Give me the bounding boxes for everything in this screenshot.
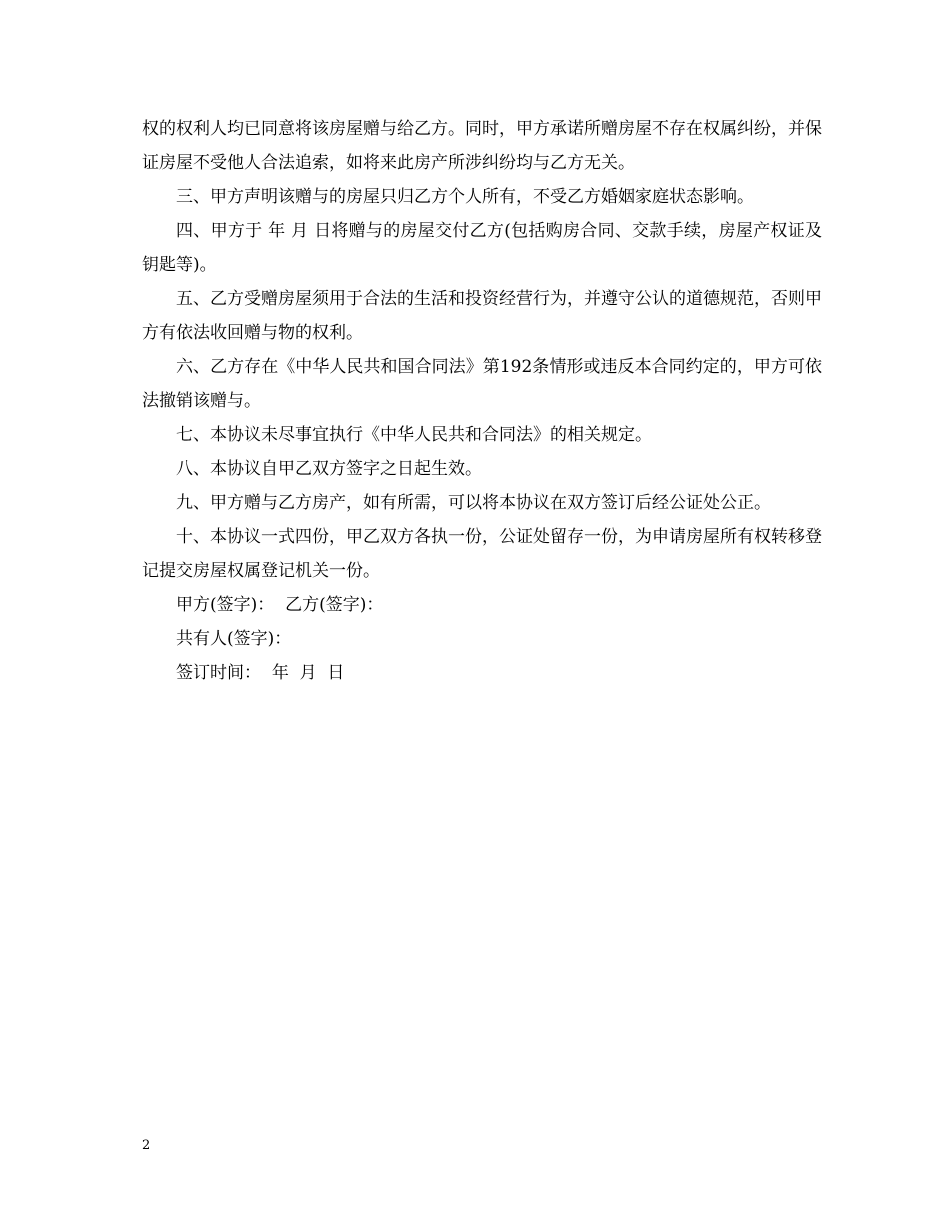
clause-3: 三、甲方声明该赠与的房屋只归乙方个人所有，不受乙方婚姻家庭状态影响。 xyxy=(176,187,754,207)
signing-date-placeholder: 年 月 日 xyxy=(271,663,345,683)
party-a-signature-label: 甲方(签字)： xyxy=(176,595,275,615)
page-number: 2 xyxy=(142,1138,151,1153)
clause-5: 五、乙方受赠房屋须用于合法的生活和投资经营行为，并遵守公认的道德规范，否则甲方有依法收回赠与物的权利。 xyxy=(142,289,822,343)
clause-continuation: 权的权利人均已同意将该房屋赠与给乙方。同时，甲方承诺所赠房屋不存在权属纠纷，并保证房屋不受他人合法追索，如将来此房产所涉纠纷均与乙方无关。 xyxy=(142,119,822,173)
clause-9: 九、甲方赠与乙方房产，如有所需，可以将本协议在双方签订后经公证处公正。 xyxy=(176,493,771,513)
clause-4: 四、甲方于 年 月 日将赠与的房屋交付乙方(包括购房合同、交款手续，房屋产权证及钥匙等)。 xyxy=(142,221,822,275)
signature-line-date xyxy=(142,656,822,690)
clause-10: 十、本协议一式四份，甲乙双方各执一份，公证处留存一份，为申请房屋所有权转移登记提交房屋权属登记机关一份。 xyxy=(142,527,822,581)
clause-6: 六、乙方存在《中华人民共和国合同法》第192条情形或违反本合同约定的，甲方可依法撤销该赠与。 xyxy=(142,357,822,411)
document-body xyxy=(142,112,822,690)
party-b-signature-label: 乙方(签字)： xyxy=(285,595,384,615)
clause-8: 八、本协议自甲乙双方签字之日起生效。 xyxy=(176,459,482,479)
co-owner-signature-label: 共有人(签字)： xyxy=(176,629,292,649)
signing-date-label: 签订时间： xyxy=(176,663,261,683)
signature-line-parties xyxy=(142,588,822,622)
clause-7: 七、本协议未尽事宜执行《中华人民共和合同法》的相关规定。 xyxy=(176,425,652,445)
signature-line-co-owner xyxy=(142,622,822,656)
